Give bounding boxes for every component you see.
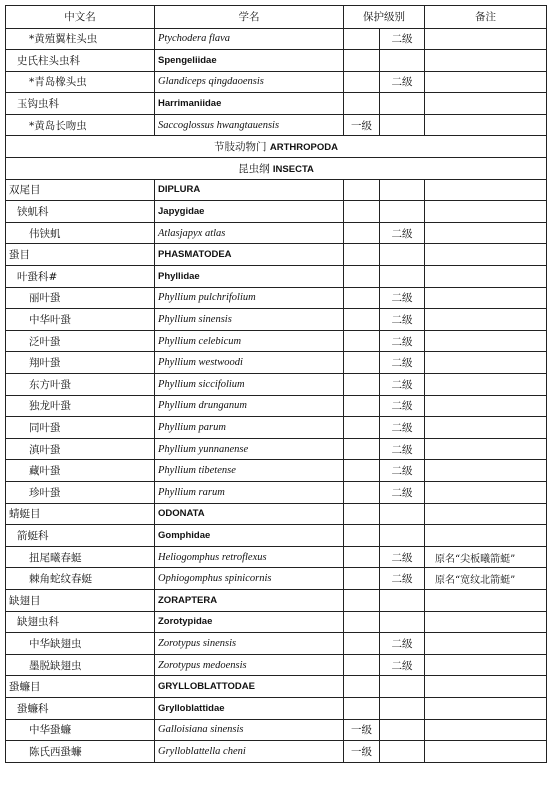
level-2-cell: 二级 xyxy=(380,395,425,417)
level-1-cell xyxy=(344,352,380,374)
cn-name-cell: *黄殖翼柱头虫 xyxy=(6,28,155,50)
level-2-cell xyxy=(380,697,425,719)
remarks-cell xyxy=(425,503,547,525)
level-1-cell xyxy=(344,460,380,482)
cn-name-cell: 陈氏西蛩蠊 xyxy=(6,741,155,763)
level-2-cell: 二级 xyxy=(380,330,425,352)
remarks-cell: 原名“宽纹北箭蜓” xyxy=(425,568,547,590)
table-section-row xyxy=(6,136,547,158)
cn-name-cell: 蜻蜓目 xyxy=(6,503,155,525)
cn-name-cell: 棘角蛇纹春蜓 xyxy=(6,568,155,590)
remarks-cell xyxy=(425,179,547,201)
level-1-cell: 一级 xyxy=(344,741,380,763)
remarks-cell xyxy=(425,589,547,611)
cn-name-cell: 藏叶蛩 xyxy=(6,460,155,482)
sci-name-cell: Phyllium tibetense xyxy=(155,460,344,482)
level-1-cell xyxy=(344,287,380,309)
cn-name-cell: 叶蛩科# xyxy=(6,266,155,288)
header-protection-level: 保护级别 xyxy=(344,6,425,29)
remarks-cell xyxy=(425,676,547,698)
sci-name-cell: Phyllium rarum xyxy=(155,481,344,503)
level-1-cell: 一级 xyxy=(344,114,380,136)
remarks-cell xyxy=(425,374,547,396)
sci-name-cell: Phyllium celebicum xyxy=(155,330,344,352)
remarks-cell xyxy=(425,244,547,266)
cn-name-cell: 滇叶蛩 xyxy=(6,438,155,460)
table-row xyxy=(6,481,547,503)
table-header-row xyxy=(6,6,547,29)
remarks-cell xyxy=(425,654,547,676)
remarks-cell xyxy=(425,114,547,136)
level-1-cell xyxy=(344,179,380,201)
table-row xyxy=(6,201,547,223)
remarks-cell xyxy=(425,287,547,309)
cn-name-cell: *黄岛长吻虫 xyxy=(6,114,155,136)
cn-name-cell: 独龙叶蛩 xyxy=(6,395,155,417)
level-1-cell xyxy=(344,374,380,396)
table-row xyxy=(6,114,547,136)
level-1-cell xyxy=(344,438,380,460)
cn-name-cell: 泛叶蛩 xyxy=(6,330,155,352)
level-1-cell xyxy=(344,266,380,288)
level-1-cell xyxy=(344,50,380,72)
cn-name-cell: 史氏柱头虫科 xyxy=(6,50,155,72)
level-1-cell xyxy=(344,481,380,503)
sci-name-cell: Japygidae xyxy=(155,201,344,223)
cn-name-cell: 中华缺翅虫 xyxy=(6,633,155,655)
sci-name-cell: Phyllium parum xyxy=(155,417,344,439)
level-1-cell xyxy=(344,697,380,719)
level-2-cell xyxy=(380,266,425,288)
remarks-cell xyxy=(425,460,547,482)
table-row xyxy=(6,654,547,676)
level-1-cell xyxy=(344,28,380,50)
level-1-cell xyxy=(344,395,380,417)
level-2-cell xyxy=(380,50,425,72)
level-1-cell xyxy=(344,654,380,676)
sci-name-cell: Phyllium westwoodi xyxy=(155,352,344,374)
table-row xyxy=(6,395,547,417)
remarks-cell xyxy=(425,352,547,374)
level-2-cell: 二级 xyxy=(380,568,425,590)
level-1-cell xyxy=(344,611,380,633)
table-row xyxy=(6,633,547,655)
level-2-cell xyxy=(380,93,425,115)
level-2-cell xyxy=(380,201,425,223)
level-1-cell xyxy=(344,525,380,547)
remarks-cell xyxy=(425,719,547,741)
table-row xyxy=(6,287,547,309)
level-2-cell xyxy=(380,244,425,266)
table-row xyxy=(6,266,547,288)
sci-name-cell: Gomphidae xyxy=(155,525,344,547)
sci-name-cell: Zorotypus sinensis xyxy=(155,633,344,655)
sci-name-cell: ODONATA xyxy=(155,503,344,525)
level-2-cell xyxy=(380,741,425,763)
remarks-cell xyxy=(425,525,547,547)
sci-name-cell: Atlasjapyx atlas xyxy=(155,222,344,244)
cn-name-cell: 翔叶蛩 xyxy=(6,352,155,374)
remarks-cell xyxy=(425,222,547,244)
level-2-cell: 二级 xyxy=(380,309,425,331)
level-2-cell xyxy=(380,676,425,698)
level-1-cell: 一级 xyxy=(344,719,380,741)
level-2-cell: 二级 xyxy=(380,287,425,309)
section-heading-en: INSECTA xyxy=(272,163,314,175)
table-row xyxy=(6,28,547,50)
table-row xyxy=(6,352,547,374)
cn-name-cell: 珍叶蛩 xyxy=(6,481,155,503)
section-heading xyxy=(6,136,547,158)
sci-name-cell: Phyllium yunnanense xyxy=(155,438,344,460)
sci-name-cell: Spengeliidae xyxy=(155,50,344,72)
header-remarks: 备注 xyxy=(425,6,547,29)
cn-name-cell: 墨脱缺翅虫 xyxy=(6,654,155,676)
remarks-cell xyxy=(425,93,547,115)
cn-name-cell: 蛩蠊科 xyxy=(6,697,155,719)
remarks-cell xyxy=(425,438,547,460)
section-heading-cn: 昆虫纲 xyxy=(238,162,270,175)
table-row xyxy=(6,676,547,698)
level-2-cell: 二级 xyxy=(380,546,425,568)
table-row xyxy=(6,71,547,93)
header-sci-name: 学名 xyxy=(155,6,344,29)
cn-name-cell: 东方叶蛩 xyxy=(6,374,155,396)
level-1-cell xyxy=(344,589,380,611)
table-row xyxy=(6,330,547,352)
level-1-cell xyxy=(344,201,380,223)
level-1-cell xyxy=(344,330,380,352)
sci-name-cell: ZORAPTERA xyxy=(155,589,344,611)
level-2-cell xyxy=(380,179,425,201)
cn-name-cell: 同叶蛩 xyxy=(6,417,155,439)
cn-name-cell: 蛩目 xyxy=(6,244,155,266)
sci-name-cell: Heliogomphus retroflexus xyxy=(155,546,344,568)
sci-name-cell: Galloisiana sinensis xyxy=(155,719,344,741)
remarks-cell xyxy=(425,266,547,288)
cn-name-cell: 丽叶蛩 xyxy=(6,287,155,309)
cn-name-cell: 扭尾曦春蜓 xyxy=(6,546,155,568)
cn-name-cell: 箭蜓科 xyxy=(6,525,155,547)
sci-name-cell: PHASMATODEA xyxy=(155,244,344,266)
table-row xyxy=(6,589,547,611)
table-row xyxy=(6,568,547,590)
table-row xyxy=(6,741,547,763)
sci-name-cell: Ptychodera flava xyxy=(155,28,344,50)
sci-name-cell: Phyllium drunganum xyxy=(155,395,344,417)
level-2-cell: 二级 xyxy=(380,654,425,676)
level-2-cell: 二级 xyxy=(380,222,425,244)
table-row xyxy=(6,546,547,568)
level-1-cell xyxy=(344,309,380,331)
section-heading-en: ARTHROPODA xyxy=(269,142,338,154)
section-heading-cn: 节肢动物门 xyxy=(214,141,267,154)
protected-species-table xyxy=(5,5,547,763)
level-1-cell xyxy=(344,244,380,266)
level-2-cell xyxy=(380,719,425,741)
table-row xyxy=(6,179,547,201)
sci-name-cell: Zorotypidae xyxy=(155,611,344,633)
level-1-cell xyxy=(344,222,380,244)
table-row xyxy=(6,611,547,633)
remarks-cell xyxy=(425,309,547,331)
sci-name-cell: Grylloblattella cheni xyxy=(155,741,344,763)
table-row xyxy=(6,93,547,115)
cn-name-cell: *青岛橡头虫 xyxy=(6,71,155,93)
level-2-cell: 二级 xyxy=(380,28,425,50)
table-row xyxy=(6,697,547,719)
level-2-cell: 二级 xyxy=(380,352,425,374)
table-row xyxy=(6,719,547,741)
level-1-cell xyxy=(344,93,380,115)
table-row xyxy=(6,525,547,547)
level-2-cell: 二级 xyxy=(380,374,425,396)
cn-name-cell: 中华叶蛩 xyxy=(6,309,155,331)
sci-name-cell: Grylloblattidae xyxy=(155,697,344,719)
remarks-cell xyxy=(425,741,547,763)
remarks-cell xyxy=(425,697,547,719)
remarks-cell xyxy=(425,28,547,50)
remarks-cell xyxy=(425,201,547,223)
level-2-cell xyxy=(380,611,425,633)
level-2-cell: 二级 xyxy=(380,481,425,503)
sci-name-cell: Phyllium pulchrifolium xyxy=(155,287,344,309)
level-2-cell: 二级 xyxy=(380,417,425,439)
level-1-cell xyxy=(344,676,380,698)
remarks-cell xyxy=(425,395,547,417)
level-2-cell xyxy=(380,503,425,525)
level-2-cell xyxy=(380,114,425,136)
header-cn-name: 中文名 xyxy=(6,6,155,29)
table-section-row xyxy=(6,158,547,180)
remarks-cell xyxy=(425,71,547,93)
sci-name-cell: Phyllium siccifolium xyxy=(155,374,344,396)
sci-name-cell: Harrimaniidae xyxy=(155,93,344,115)
cn-name-cell: 缺翅虫科 xyxy=(6,611,155,633)
sci-name-cell: GRYLLOBLATTODAE xyxy=(155,676,344,698)
remarks-cell xyxy=(425,50,547,72)
remarks-cell: 原名“尖板曦箭蜓” xyxy=(425,546,547,568)
level-1-cell xyxy=(344,633,380,655)
level-1-cell xyxy=(344,71,380,93)
level-1-cell xyxy=(344,503,380,525)
section-heading xyxy=(6,158,547,180)
remarks-cell xyxy=(425,611,547,633)
table-row xyxy=(6,503,547,525)
level-2-cell xyxy=(380,525,425,547)
level-1-cell xyxy=(344,568,380,590)
level-1-cell xyxy=(344,546,380,568)
cn-name-cell: 伟铗虮 xyxy=(6,222,155,244)
level-2-cell: 二级 xyxy=(380,460,425,482)
remarks-cell xyxy=(425,417,547,439)
cn-name-cell: 玉钩虫科 xyxy=(6,93,155,115)
sci-name-cell: DIPLURA xyxy=(155,179,344,201)
level-2-cell xyxy=(380,589,425,611)
level-2-cell: 二级 xyxy=(380,438,425,460)
remarks-cell xyxy=(425,330,547,352)
sci-name-cell: Phyllidae xyxy=(155,266,344,288)
cn-name-cell: 缺翅目 xyxy=(6,589,155,611)
level-1-cell xyxy=(344,417,380,439)
level-2-cell: 二级 xyxy=(380,633,425,655)
table-row xyxy=(6,309,547,331)
table-row xyxy=(6,374,547,396)
remarks-cell xyxy=(425,481,547,503)
cn-name-cell: 铗虮科 xyxy=(6,201,155,223)
table-row xyxy=(6,244,547,266)
sci-name-cell: Phyllium sinensis xyxy=(155,309,344,331)
sci-name-cell: Glandiceps qingdaoensis xyxy=(155,71,344,93)
cn-name-cell: 双尾目 xyxy=(6,179,155,201)
table-row xyxy=(6,50,547,72)
sci-name-cell: Saccoglossus hwangtauensis xyxy=(155,114,344,136)
table-body xyxy=(6,28,547,762)
level-2-cell: 二级 xyxy=(380,71,425,93)
table-row xyxy=(6,438,547,460)
cn-name-cell: 中华蛩蠊 xyxy=(6,719,155,741)
table-row xyxy=(6,460,547,482)
table-row xyxy=(6,222,547,244)
sci-name-cell: Ophiogomphus spinicornis xyxy=(155,568,344,590)
remarks-cell xyxy=(425,633,547,655)
table-row xyxy=(6,417,547,439)
cn-name-cell: 蛩蠊目 xyxy=(6,676,155,698)
sci-name-cell: Zorotypus medoensis xyxy=(155,654,344,676)
